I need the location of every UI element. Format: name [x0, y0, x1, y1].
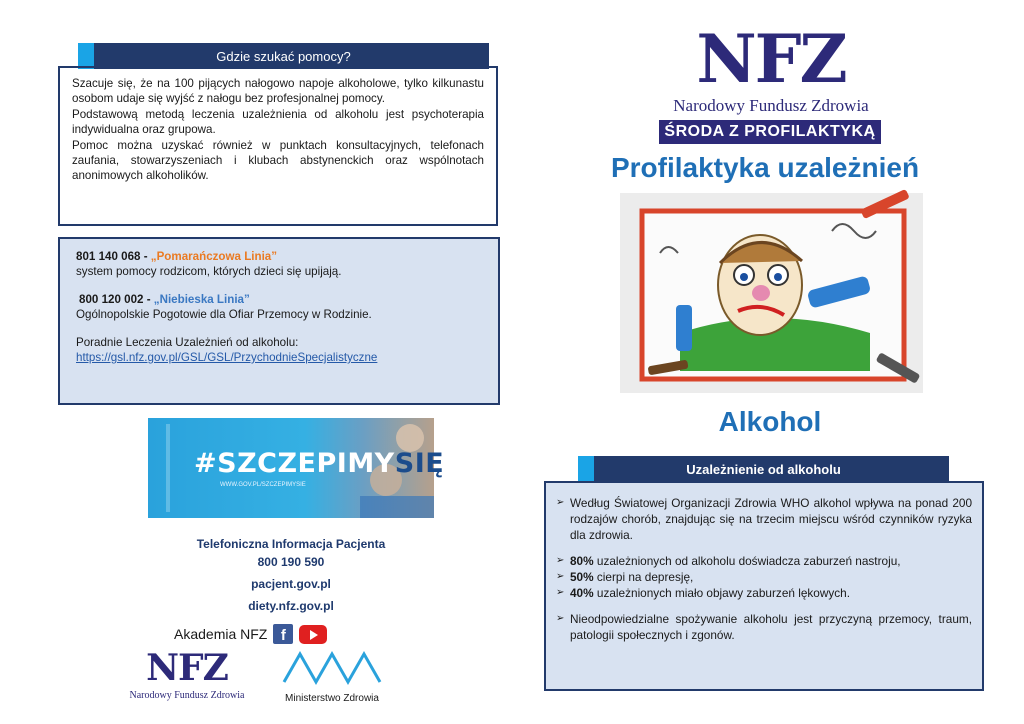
bullet-arrow-icon: ➢	[556, 497, 565, 508]
help-paragraph-1: Szacuje się, że na 100 pijących nałogowo napoje alkoholowe, tylko kilkunastu osobom udaje się wyjść z nałogu bez profesjonalnej pomocy.	[72, 77, 484, 106]
page-title: Profilaktyka uzależnień	[610, 152, 920, 183]
list-item	[556, 495, 972, 543]
stat-80-text: uzależnionych od alkoholu doświadcza zaburzeń nastroju,	[593, 554, 901, 568]
bullet-who: Według Światowej Organizacji Zdrowia WHO alkohol wpływa na ponad 200 rodzajów chorób, znajdując się na trzecim miejscu wśród czynników ryzyka dla zdrowia.	[570, 496, 972, 542]
hashtag-main: #SZCZEPIMY	[194, 448, 395, 479]
akademia-nfz	[174, 624, 327, 644]
sroda-z-profilaktyka-badge: ŚRODA Z PROFILAKTYKĄ	[659, 120, 881, 144]
blue-line	[76, 292, 482, 307]
nfz-logo-mark-small: NFZ	[146, 647, 228, 689]
dependency-section-header	[578, 456, 949, 482]
clinics-label: Poradnie Leczenia Uzależnień od alkoholu:	[76, 335, 299, 349]
stat-50-text: cierpi na depresję,	[593, 570, 694, 584]
contact-title: Telefoniczna Informacja Pacjenta	[196, 537, 386, 551]
dependency-text-box	[544, 481, 984, 691]
stat-40-text: uzależnionych miało objawy zaburzeń lękowych.	[593, 586, 851, 600]
list-item	[556, 553, 972, 569]
blue-line-number: 800 120 002 -	[79, 292, 154, 306]
ministry-name: Ministerstwo Zdrowia	[285, 693, 379, 704]
helplines-box	[58, 237, 500, 405]
list-item	[556, 611, 972, 643]
orange-line-desc: system pomocy rodzicom, których dzieci się upijają.	[76, 265, 342, 279]
nfz-logo	[660, 20, 882, 116]
blue-line-desc: Ogólnopolskie Pogotowie dla Ofiar Przemocy w Rodzinie.	[76, 308, 372, 322]
section-subtitle: Alkohol	[718, 406, 822, 437]
ministry-logo	[278, 650, 386, 704]
stat-40: 40%	[570, 586, 594, 600]
banner-hashtag	[194, 448, 444, 479]
orange-line	[76, 249, 482, 264]
patient-contact	[148, 535, 434, 615]
stat-80: 80%	[570, 554, 594, 568]
orange-line-number: 801 140 068 -	[76, 250, 151, 263]
contact-site-diety[interactable]: diety.nfz.gov.pl	[248, 599, 334, 613]
orange-line-name: „Pomarańczowa Linia”	[150, 250, 278, 263]
stat-50: 50%	[570, 570, 594, 584]
child-drawing-illustration	[620, 193, 923, 393]
header-accent	[578, 456, 594, 482]
bullet-arrow-icon: ➢	[556, 555, 565, 566]
bullet-arrow-icon: ➢	[556, 613, 565, 624]
bullet-consequences: Nieodpowiedzialne spożywanie alkoholu jest przyczyną przemocy, traum, patologii społecznych i zgonów.	[570, 612, 972, 642]
nfz-name-small: Narodowy Fundusz Zdrowia	[129, 690, 245, 701]
ministry-logo-graphic	[282, 650, 382, 684]
nfz-logo-mark: NFZ	[696, 20, 846, 98]
help-paragraph-2: Podstawową metodą leczenia uzależnienia od alkoholu jest psychoterapia indywidualna oraz grupowa.	[72, 107, 484, 137]
szczepimy-banner[interactable]	[148, 418, 445, 518]
nfz-name: Narodowy Fundusz Zdrowia	[673, 96, 869, 115]
youtube-icon[interactable]	[299, 625, 327, 644]
help-text-box	[58, 66, 498, 226]
contact-phone: 800 190 590	[257, 555, 325, 569]
blue-line-name: „Niebieska Linia”	[153, 292, 250, 306]
akademia-label: Akademia NFZ	[174, 626, 268, 642]
nfz-logo-small	[122, 647, 252, 701]
help-paragraph-3: Pomoc można uzyskać również w punktach konsultacyjnych, telefonach zaufania, stowarzyszeniach i klubach abstynenckich oraz wspólnotach anonimowych alkoholików.	[72, 138, 484, 183]
list-item	[556, 569, 972, 585]
clinics-link[interactable]: https://gsl.nfz.gov.pl/GSL/GSL/PrzychodnieSpecjalistyczne	[76, 351, 378, 365]
hashtag-end: SIĘ	[394, 448, 445, 479]
bullet-arrow-icon: ➢	[556, 571, 565, 582]
facebook-icon[interactable]: f	[273, 624, 293, 644]
dependency-section-title: Uzależnienie od alkoholu	[686, 461, 841, 477]
help-section-title: Gdzie szukać pomocy?	[216, 48, 351, 64]
list-item	[556, 585, 972, 601]
banner-url: WWW.GOV.PL/SZCZEPIMYSIE	[220, 482, 306, 488]
bullet-arrow-icon: ➢	[556, 587, 565, 598]
contact-site-pacjent[interactable]: pacjent.gov.pl	[251, 577, 331, 591]
